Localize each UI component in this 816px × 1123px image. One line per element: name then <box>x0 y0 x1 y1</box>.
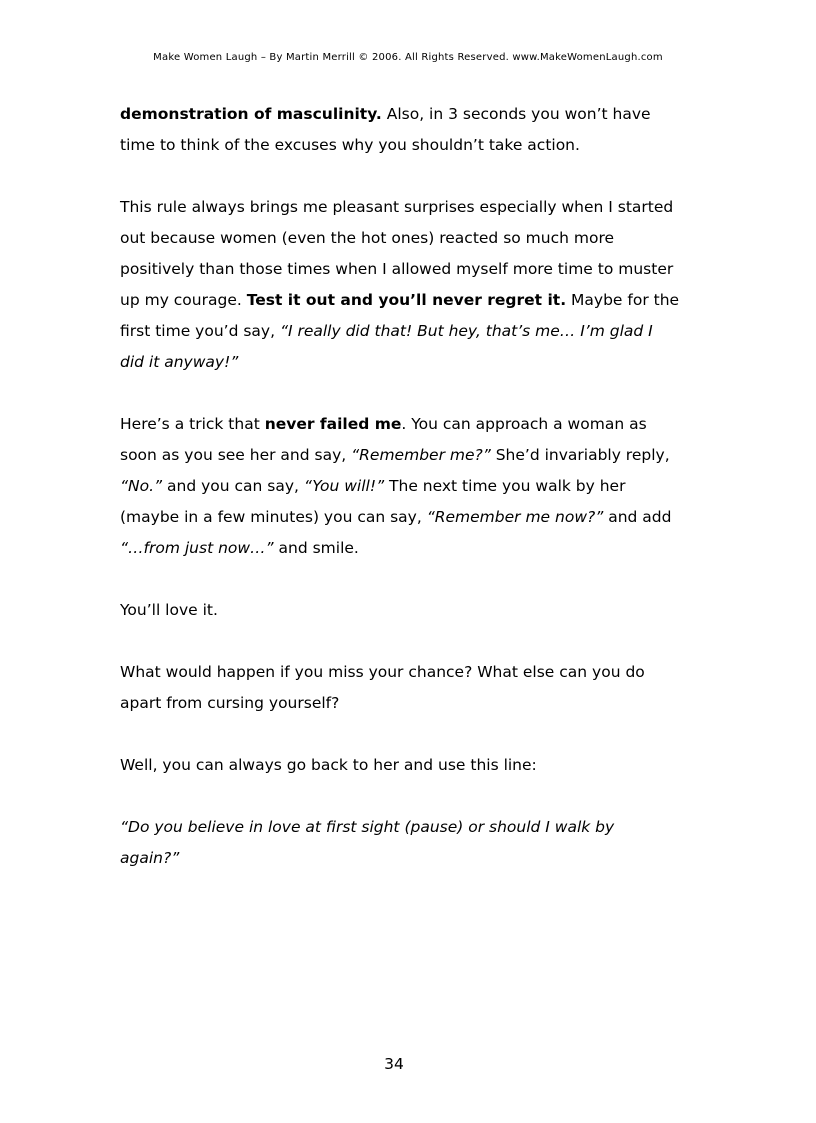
text-run: (maybe in a few minutes) you can say, <box>120 508 427 526</box>
line <box>120 316 710 347</box>
text-run: first time you’d say, <box>120 322 280 340</box>
line <box>120 843 710 874</box>
running-header: Make Women Laugh – By Martin Merrill © 2006. All Rights Reserved. www.MakeWomenLaugh.com <box>153 52 663 63</box>
line: apart from cursing yourself? <box>120 694 340 712</box>
italic-quote: “…from just now…” <box>120 539 274 557</box>
page-body <box>120 99 710 905</box>
line: time to think of the excuses why you shouldn’t take action. <box>120 136 580 154</box>
line <box>120 99 710 130</box>
paragraph-1 <box>120 99 710 161</box>
line <box>120 471 710 502</box>
line <box>120 502 710 533</box>
line: This rule always brings me pleasant surprises especially when I started <box>120 198 674 216</box>
paragraph-3 <box>120 409 710 564</box>
text-run: Maybe for the <box>566 291 680 309</box>
paragraph-7 <box>120 812 710 874</box>
line: Well, you can always go back to her and use this line: <box>120 756 537 774</box>
line: out because women (even the hot ones) reacted so much more <box>120 229 615 247</box>
text-run: and smile. <box>273 539 359 557</box>
text-run: and you can say, <box>162 477 304 495</box>
text-run: She’d invariably reply, <box>490 446 670 464</box>
text-run: . You can approach a woman as <box>401 415 647 433</box>
italic-quote: “Remember me now?” <box>426 508 604 526</box>
line <box>120 533 710 564</box>
italic-quote: “I really did that! But hey, that’s me… I’m glad I <box>279 322 653 340</box>
bold-phrase: never failed me <box>264 415 402 433</box>
paragraph-6 <box>120 750 710 781</box>
italic-quote: again?” <box>120 849 180 867</box>
text-run: soon as you see her and say, <box>120 446 352 464</box>
italic-quote: “You will!” <box>303 477 385 495</box>
italic-quote: did it anyway!” <box>120 353 239 371</box>
text-run: Also, in 3 seconds you won’t have <box>381 105 651 123</box>
line <box>120 440 710 471</box>
text-run: The next time you walk by her <box>384 477 626 495</box>
paragraph-4 <box>120 595 710 626</box>
line <box>120 285 710 316</box>
italic-quote: “Do you believe in love at first sight (pause) or should I walk by <box>120 818 615 836</box>
line <box>120 812 710 843</box>
text-run: up my courage. <box>120 291 247 309</box>
text-run: and add <box>603 508 672 526</box>
line: What would happen if you miss your chance? What else can you do <box>120 663 645 681</box>
page-number: 34 <box>384 1055 404 1073</box>
paragraph-2 <box>120 192 710 378</box>
line: positively than those times when I allowed myself more time to muster <box>120 260 674 278</box>
line: You’ll love it. <box>120 601 218 619</box>
line <box>120 347 710 378</box>
italic-quote: “No.” <box>120 477 163 495</box>
bold-phrase: Test it out and you’ll never regret it. <box>246 291 567 309</box>
text-run: Here’s a trick that <box>120 415 265 433</box>
paragraph-5 <box>120 657 710 719</box>
bold-phrase: demonstration of masculinity. <box>120 105 382 123</box>
line <box>120 409 710 440</box>
italic-quote: “Remember me?” <box>351 446 491 464</box>
